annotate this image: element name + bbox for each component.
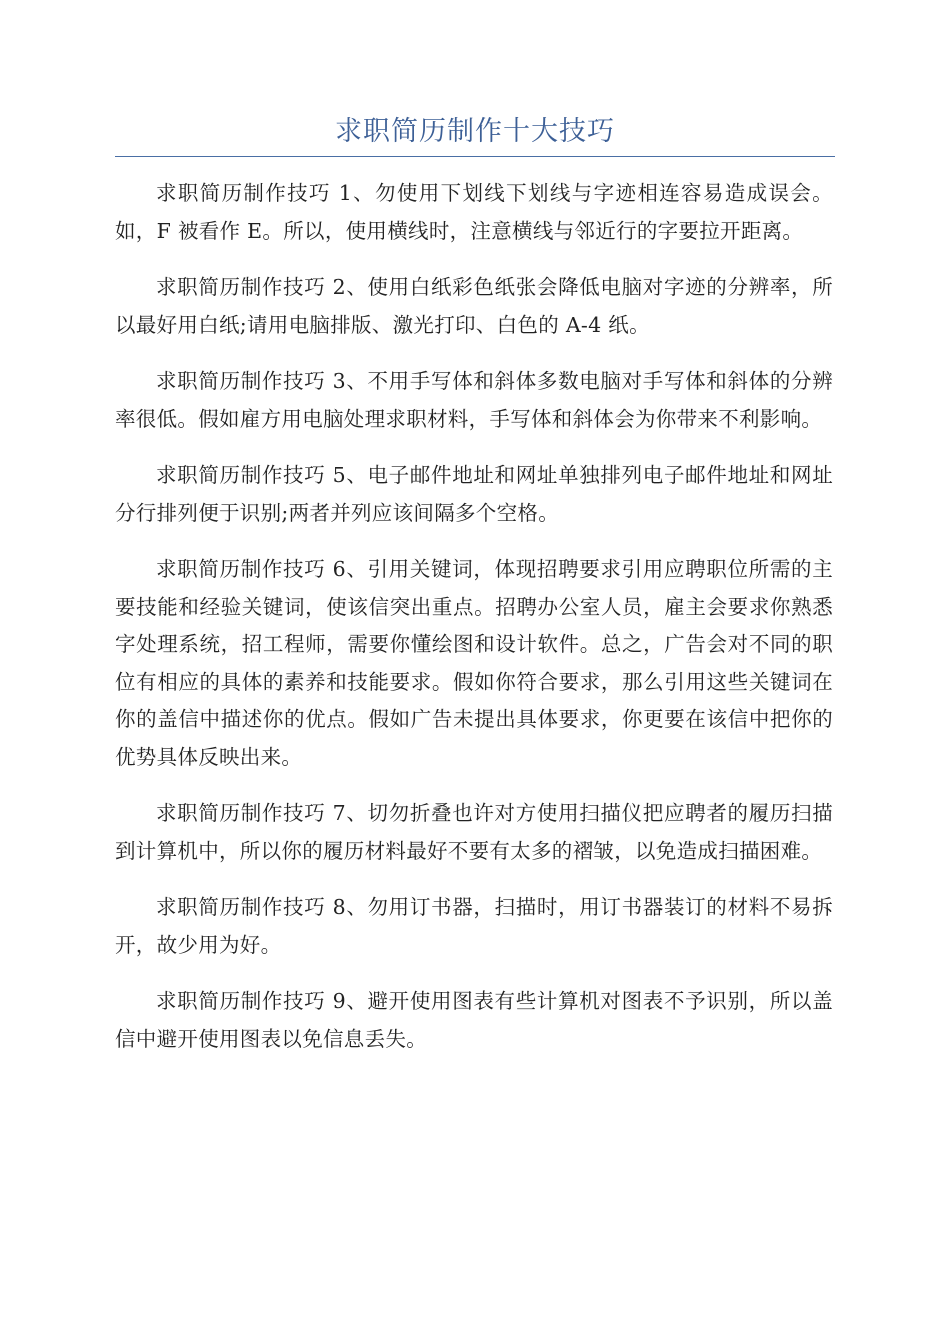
paragraph-tip-7: 求职简历制作技巧 7、切勿折叠也许对方使用扫描仪把应聘者的履历扫描到计算机中，所以你的履历材料最好不要有太多的褶皱，以免造成扫描困难。 <box>115 801 833 863</box>
title-block <box>115 112 835 157</box>
paragraph-tip-3: 求职简历制作技巧 3、不用手写体和斜体多数电脑对手写体和斜体的分辨率很低。假如雇方用电脑处理求职材料，手写体和斜体会为你带来不利影响。 <box>115 369 833 431</box>
document-body <box>115 175 833 1077</box>
paragraph-tip-1: 求职简历制作技巧 1、勿使用下划线下划线与字迹相连容易造成误会。如，F 被看作 E。所以，使用横线时，注意横线与邻近行的字要拉开距离。 <box>115 181 833 243</box>
paragraph-tip-8: 求职简历制作技巧 8、勿用订书器，扫描时，用订书器装订的材料不易拆开，故少用为好。 <box>115 895 833 957</box>
paragraph-tip-6: 求职简历制作技巧 6、引用关键词，体现招聘要求引用应聘职位所需的主要技能和经验关键词，使该信突出重点。招聘办公室人员，雇主会要求你熟悉字处理系统，招工程师，需要你懂绘图和设计软件。总之，广告会对不同的职位有相应的具体的素养和技能要求。假如你符合要求，那么引用这些关键词在你的盖信中描述你的优点。假如广告未提出具体要求，你更要在该信中把你的优势具体反映出来。 <box>115 557 833 769</box>
paragraph-tip-2: 求职简历制作技巧 2、使用白纸彩色纸张会降低电脑对字迹的分辨率，所以最好用白纸;请用电脑排版、激光打印、白色的 A-4 纸。 <box>115 275 833 337</box>
paragraph-tip-5: 求职简历制作技巧 5、电子邮件地址和网址单独排列电子邮件地址和网址分行排列便于识别;两者并列应该间隔多个空格。 <box>115 463 833 525</box>
page-title: 求职简历制作十大技巧 <box>335 116 615 147</box>
paragraph-tip-9: 求职简历制作技巧 9、避开使用图表有些计算机对图表不予识别，所以盖信中避开使用图表以免信息丢失。 <box>115 989 833 1051</box>
